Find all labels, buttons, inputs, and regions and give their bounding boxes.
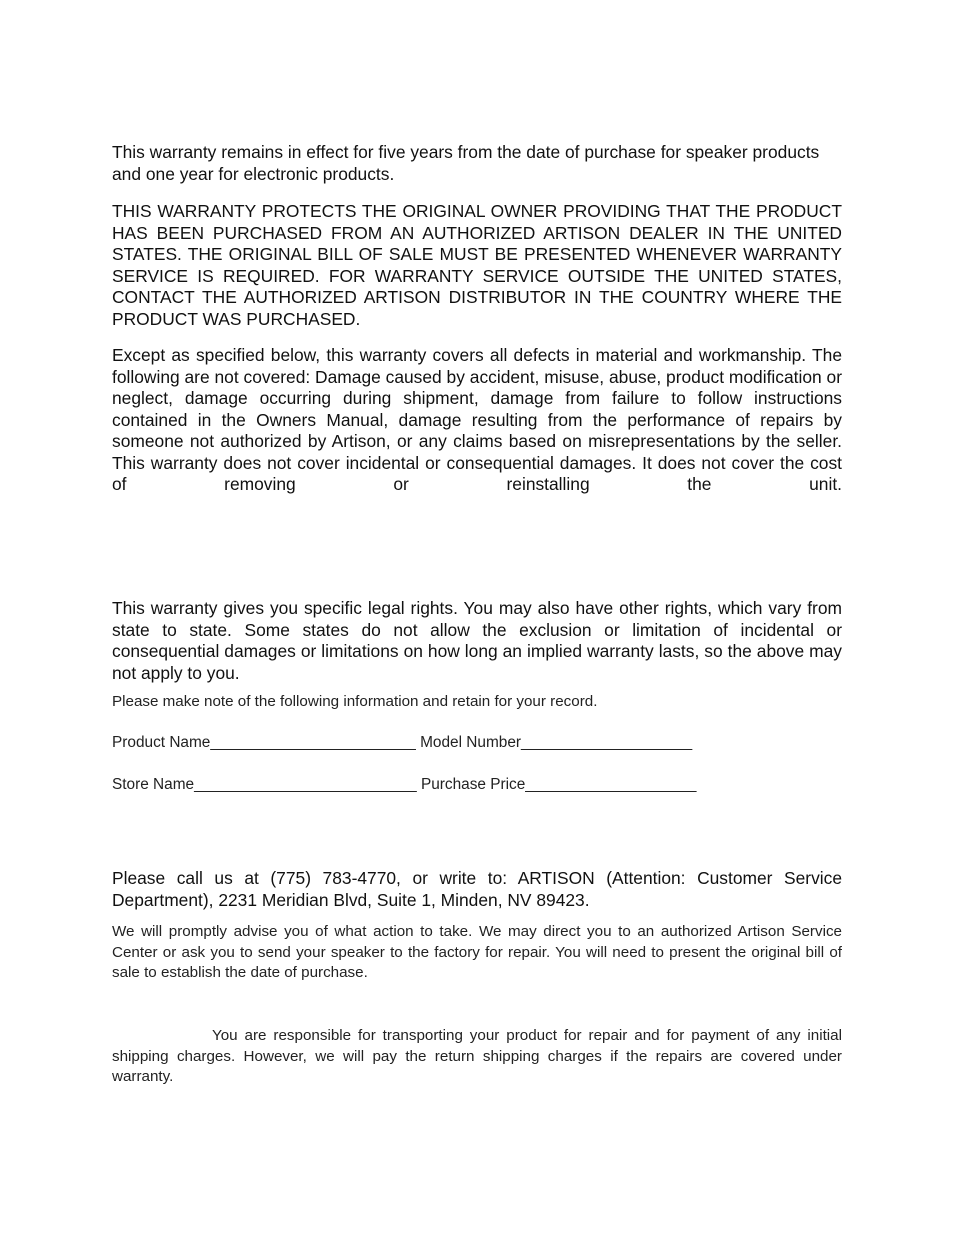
- warranty-coverage-paragraph: Except as specified below, this warranty covers all defects in material and workmanship. The following are not covered: Damage caused by accident, misuse, abuse, product modification or neglect, damage occurring during shipment, damage from failure to follow instructions contained in the Owners Manual, damage resulting from the performance of repairs by someone not authorized by Artison, or any claims based on misrepresentations by the seller. This warranty does not cover incidental or consequential damages. It does not cover the cost of removing or reinstalling the unit.: [112, 345, 842, 494]
- warranty-protection-paragraph: THIS WARRANTY PROTECTS THE ORIGINAL OWNER PROVIDING THAT THE PRODUCT HAS BEEN PURCHASED FROM AN AUTHORIZED ARTISON DEALER IN THE UNITED STATES. THE ORIGINAL BILL OF SALE MUST BE PRESENTED WHENEVER WARRANTY SERVICE IS REQUIRED. FOR WARRANTY SERVICE OUTSIDE THE UNITED STATES, CONTACT THE AUTHORIZED ARTISON DISTRIBUTOR IN THE COUNTRY WHERE THE PRODUCT WAS PURCHASED.: [112, 201, 842, 329]
- record-note: Please make note of the following information and retain for your record.: [112, 693, 598, 710]
- warranty-duration-paragraph: This warranty remains in effect for five years from the date of purchase for speaker products and one year for electronic products.: [112, 142, 820, 184]
- service-advice-paragraph: We will promptly advise you of what action to take. We may direct you to an authorized Artison Service Center or ask you to send your speaker to the factory for repair. You will need to present the original bill of sale to establish the date of purchase.: [112, 923, 842, 981]
- shipping-paragraph: You are responsible for transporting your product for repair and for payment of any initial shipping charges. However, we will pay the return shipping charges if the repairs are covered under warranty.: [112, 1027, 842, 1085]
- product-model-line: Product Name________________________ Model Number____________________: [112, 734, 693, 751]
- store-price-line: Store Name__________________________ Purchase Price____________________: [112, 776, 697, 793]
- service-contact-paragraph: Please call us at (775) 783-4770, or write to: ARTISON (Attention: Customer Service Department), 2231 Meridian Blvd, Suite 1, Minden, NV 89423.: [112, 868, 842, 910]
- legal-rights-paragraph: This warranty gives you specific legal rights. You may also have other rights, which vary from state to state. Some states do not allow the exclusion or limitation of incidental or consequential damages or limitations on how long an implied warranty lasts, so the above may not apply to you.: [112, 598, 842, 683]
